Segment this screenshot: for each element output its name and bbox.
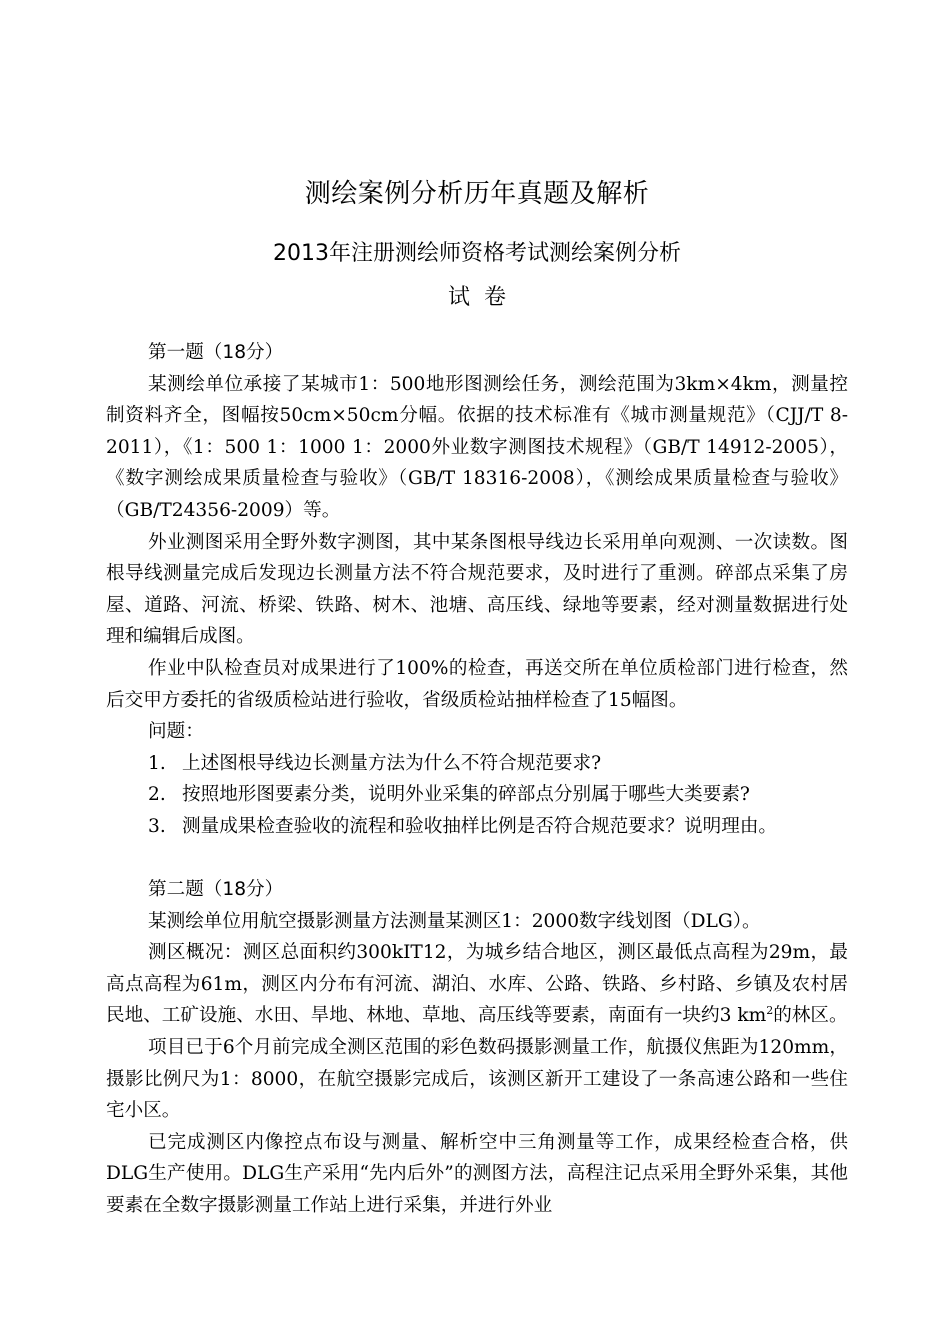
question-number: 2. — [148, 784, 166, 806]
question-2-heading: 第二题（18分） — [148, 879, 284, 901]
question-1-heading: 第一题（18分） — [148, 342, 284, 363]
document-body — [106, 337, 848, 1222]
question-number: 1. — [148, 752, 166, 774]
paragraph-text: 的林区。 — [773, 1005, 848, 1027]
question-text: 上述图根导线边长测量方法为什么不符合规范要求? — [182, 752, 602, 774]
question-text: 测量成果检查验收的流程和验收抽样比例是否符合规范要求？说明理由。 — [182, 815, 778, 837]
question-2-paragraph-4: 已完成测区内像控点布设与测量、解析空中三角测量等工作，成果经检查合格，供DLG生产使用。DLG生产采用“先内后外”的测图方法，高程注记点采用全野外采集，其他要素在全数字摄影测量工作站上进行采集，并进行外业 — [106, 1131, 848, 1217]
question-text: 按照地形图要素分类，说明外业采集的碎部点分别属于哪些大类要素? — [182, 784, 750, 806]
question-1-paragraph-1: 某测绘单位承接了某城市1：500地形图测绘任务，测绘范围为3km×4km，测量控制资料齐全，图幅按50cm×50cm分幅。依据的技术标准有《城市测量规范》（CJJ/T 8-2011），《1：500 1：1000 1：2000外业数字测图技术规程》（GB/T 14912-2005），《数字测绘成果质量检查与验收》（GB/T 18316-2008），《测绘成果质量检查与验收》 （GB/T24356-2009）等。 — [106, 373, 848, 521]
question-number: 3. — [148, 815, 166, 837]
sub-title: 2013年注册测绘师资格考试测绘案例分析 — [273, 241, 681, 266]
question-1-paragraph-2: 外业测图采用全野外数字测图，其中某条图根导线边长采用单向观测、一次读数。图根导线测量完成后发现边长测量方法不符合规范要求，及时进行了重测。碎部点采集了房屋、道路、河流、桥梁、铁路、树木、池塘、高压线、绿地等要素，经对测量数据进行处理和编辑后成图。 — [106, 531, 848, 648]
paper-label: 试卷 — [447, 285, 520, 310]
question-item — [106, 811, 848, 843]
questions-label: 问题： — [148, 721, 204, 743]
question-2-paragraph-2 — [106, 937, 848, 1032]
question-2-paragraph-1: 某测绘单位用航空摄影测量方法测量某测区1：2000数字线划图（DLG）。 — [148, 910, 761, 932]
question-2-paragraph-3: 项目已于6个月前完成全测区范围的彩色数码摄影测量工作，航摄仪焦距为120mm，摄影比例尺为1：8000，在航空摄影完成后，该测区新开工建设了一条高速公路和一些住宅小区。 — [106, 1037, 848, 1122]
question-1-paragraph-3: 作业中队检查员对成果进行了100%的检查，再送交所在单位质检部门进行检查，然后交甲方委托的省级质检站进行验收，省级质检站抽样检查了15幅图。 — [106, 657, 848, 711]
superscript: 2 — [766, 1004, 774, 1018]
question-item — [106, 779, 848, 811]
section-gap — [106, 843, 848, 875]
question-item — [106, 748, 848, 780]
paragraph-text: 测区概况：测区总面积约300kIT12，为城乡结合地区，测区最低点高程为29m，最高点高程为61m，测区内分布有河流、湖泊、水库、公路、铁路、乡村路、乡镇及农村居民地、工矿设施、水田、旱地、林地、草地、高压线等要素，南面有一块约3 km — [106, 942, 848, 1027]
main-title: 测绘案例分析历年真题及解析 — [304, 179, 650, 209]
